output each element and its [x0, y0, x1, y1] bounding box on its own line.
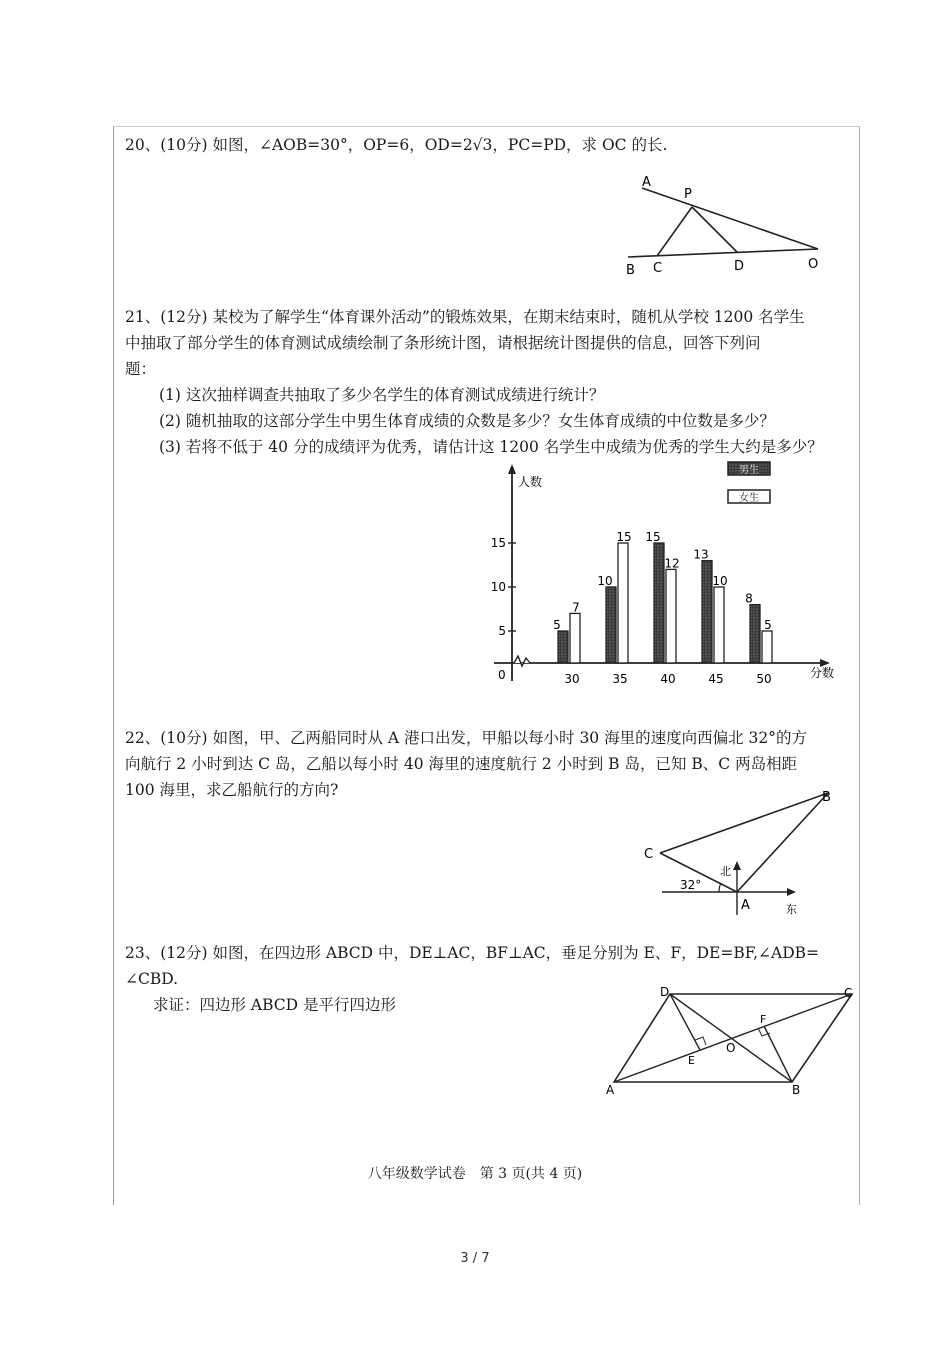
bar-girls — [762, 631, 772, 663]
label-C: C — [844, 986, 853, 1000]
legend-label-girls: 女生 — [739, 493, 759, 504]
bar-girls — [714, 587, 724, 663]
figure-q23-parallelogram — [600, 982, 860, 1097]
label-D: D — [734, 259, 745, 274]
figure-q20-triangle — [620, 170, 830, 280]
q22-line2: 向航行 2 小时到达 C 岛，乙船以每小时 40 海里的速度航行 2 小时到 B 岛，已知 B、C 两岛相距 — [125, 755, 798, 773]
diagonal-BD — [670, 994, 792, 1082]
label-B: B — [822, 790, 831, 805]
x-tick-label: 50 — [756, 672, 772, 686]
bar-value-label: 5 — [764, 618, 772, 632]
bar-value-label: 15 — [645, 530, 661, 544]
bar-girls — [618, 543, 628, 663]
q23-line1: 23、(12分) 如图，在四边形 ABCD 中，DE⊥AC，BF⊥AC，垂足分别为 E、F，DE=BF,∠ADB= — [125, 944, 819, 962]
line-PC — [657, 207, 692, 256]
bar-value-label: 8 — [745, 591, 753, 606]
page-indicator: 3 / 7 — [460, 1251, 490, 1266]
bar-value-label: 5 — [553, 618, 561, 632]
y-tick-label: 10 — [490, 580, 506, 594]
question-21 — [125, 304, 845, 460]
label-C: C — [644, 847, 654, 862]
line-CB — [660, 793, 828, 853]
label-E: E — [688, 1054, 695, 1067]
x-tick-label: 35 — [612, 672, 628, 686]
bar-boys — [606, 587, 616, 663]
bar-boys — [654, 543, 664, 663]
y-axis-arrow-icon — [508, 464, 516, 474]
bar-chart-scores — [480, 458, 850, 693]
q21-sub1: (1) 这次抽样调查共抽取了多少名学生的体育测试成绩进行统计？ — [159, 386, 605, 404]
y-axis-label: 人数 — [518, 475, 543, 489]
label-A: A — [642, 175, 651, 190]
label-B: B — [626, 263, 635, 278]
x-tick-label: 30 — [564, 672, 580, 686]
label-P: P — [684, 187, 692, 202]
label-D: D — [660, 985, 670, 999]
q21-line1: 21、(12分) 某校为了解学生“体育课外活动”的锻炼效果，在期末结束时，随机从学校 1200 名学生 — [125, 308, 805, 326]
exam-footer: 八年级数学试卷 第 3 页(共 4 页) — [367, 1166, 583, 1182]
label-A: A — [606, 1083, 615, 1097]
label-A: A — [741, 898, 750, 913]
bar-value-label: 12 — [664, 556, 680, 571]
bar-girls — [666, 569, 676, 663]
x-tick-label: 45 — [708, 672, 724, 686]
y-tick-label: 5 — [498, 624, 506, 638]
q22-line3: 100 海里，求乙船航行的方向? — [125, 781, 339, 799]
label-O: O — [726, 1041, 736, 1055]
label-north: 北 — [720, 865, 731, 878]
segment-DE — [670, 994, 700, 1050]
q23-line3: 求证：四边形 ABCD 是平行四边形 — [153, 996, 397, 1014]
q21-line2: 中抽取了部分学生的体育测试成绩绘制了条形统计图，请根据统计图提供的信息，回答下列问 — [125, 334, 761, 352]
label-O: O — [808, 257, 819, 272]
line-AB — [737, 793, 828, 892]
north-arrow-icon — [733, 861, 741, 870]
line-BO — [628, 249, 818, 257]
bar-value-label: 13 — [693, 547, 709, 562]
east-arrow-icon — [787, 888, 796, 896]
bar-girls — [570, 613, 580, 663]
angle-arc — [719, 883, 721, 892]
label-B: B — [792, 1083, 801, 1097]
segment-BF — [764, 1026, 792, 1082]
q23-line2: ∠CBD. — [125, 970, 179, 988]
origin-label: 0 — [498, 668, 506, 682]
q21-sub2: (2) 随机抽取的这部分学生中男生体育成绩的众数是多少？女生体育成绩的中位数是多少？ — [159, 412, 775, 430]
q21-line3: 题： — [125, 360, 157, 378]
bar-value-label: 10 — [712, 574, 728, 588]
figure-q22-navigation — [640, 785, 850, 920]
bar-boys — [702, 561, 712, 663]
q21-sub3: (3) 若将不低于 40 分的成绩评为优秀，请估计这 1200 名学生中成绩为优秀的学生大约是多少？ — [159, 438, 823, 456]
legend-label-boys: 男生 — [739, 465, 759, 476]
label-C: C — [653, 261, 663, 276]
x-axis-label: 分数 — [810, 666, 835, 680]
q22-line1: 22、(10分) 如图，甲、乙两船同时从 A 港口出发，甲船以每小时 30 海里的速度向西偏北 32°的方 — [125, 729, 807, 747]
question-20-text: 20、(10分) 如图，∠AOB=30°，OP=6，OD=2√3，PC=PD，求 OC 的长. — [125, 136, 668, 154]
bar-value-label: 15 — [616, 530, 632, 544]
label-angle-32: 32° — [680, 878, 702, 892]
bar-boys — [558, 631, 568, 663]
bar-boys — [750, 605, 760, 663]
bar-value-label: 10 — [597, 574, 613, 588]
label-F: F — [760, 1013, 767, 1026]
x-tick-label: 40 — [660, 672, 676, 686]
bar-value-label: 7 — [572, 600, 580, 615]
y-tick-label: 15 — [490, 536, 506, 550]
label-east: 东 — [786, 903, 797, 916]
diagonal-AC — [614, 994, 852, 1082]
axis-break-mark — [514, 656, 530, 666]
